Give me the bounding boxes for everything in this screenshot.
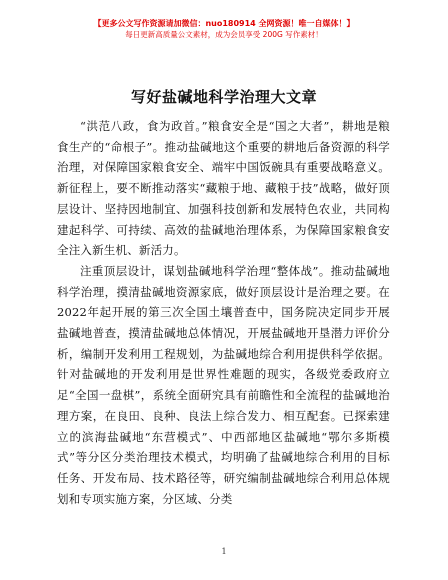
paragraph-2: 注重顶层设计，谋划盐碱地科学治理“整体战”。推动盐碱地科学治理，摸清盐碱地资源家底，做好顶层设计是治理之要。在2022年起开展的第三次全国土壤普查中，国务院决定同步开展盐碱地普查，摸清盐碱地总体情况，开展盐碱地开垦潜力评价分析，编制开发利用工程规划，为盐碱地综合利用提供科学依据。针对盐碱地的开发利用是世界性难题的现实，各级党委政府立足“全国一盘棋”，系统全面研究具有前瞻性和全流程的盐碱地治理方案，在良田、良种、良法上综合发力、相互配套。已探索建立的滨海盐碱地“东营模式”、中西部地区盐碱地“鄂尔多斯模式”等分区分类治理技术模式，均明确了盐碱地综合利用的目标任务、开发布局、技术路径等，研究编制盐碱地综合利用总体规划和专项实施方案，分区域、分类	[57, 263, 390, 506]
paragraph-1: “洪范八政，食为政首。”粮食安全是“国之大者”，耕地是粮食生产的“命根子”。推动盐碱地这个重要的耕地后备资源的科学治理，对保障国家粮食安全、端牢中国饭碗具有重要战略意义。新征程上，要不断推动落实“藏粮于地、藏粮于技”战略，做好顶层设计、坚持因地制宜、加强科技创新和发展特色农业，共同构建起科学、可持续、高效的盐碱地治理体系，为保障国家粮食安全注入新生机、新活力。	[57, 119, 390, 258]
document-title: 写好盐碱地科学治理大文章	[130, 88, 317, 106]
promo-banner-line-1: 【更多公文写作资源请加微信：nuo180914 全网资源！唯一自媒体！】	[93, 19, 355, 28]
promo-banner-line-2: 每日更新高质量公文素材，成为会员享受 200G 写作素材！	[125, 29, 323, 39]
promo-banner	[0, 18, 448, 40]
document-body	[57, 116, 390, 509]
page-number: 1	[221, 547, 227, 556]
